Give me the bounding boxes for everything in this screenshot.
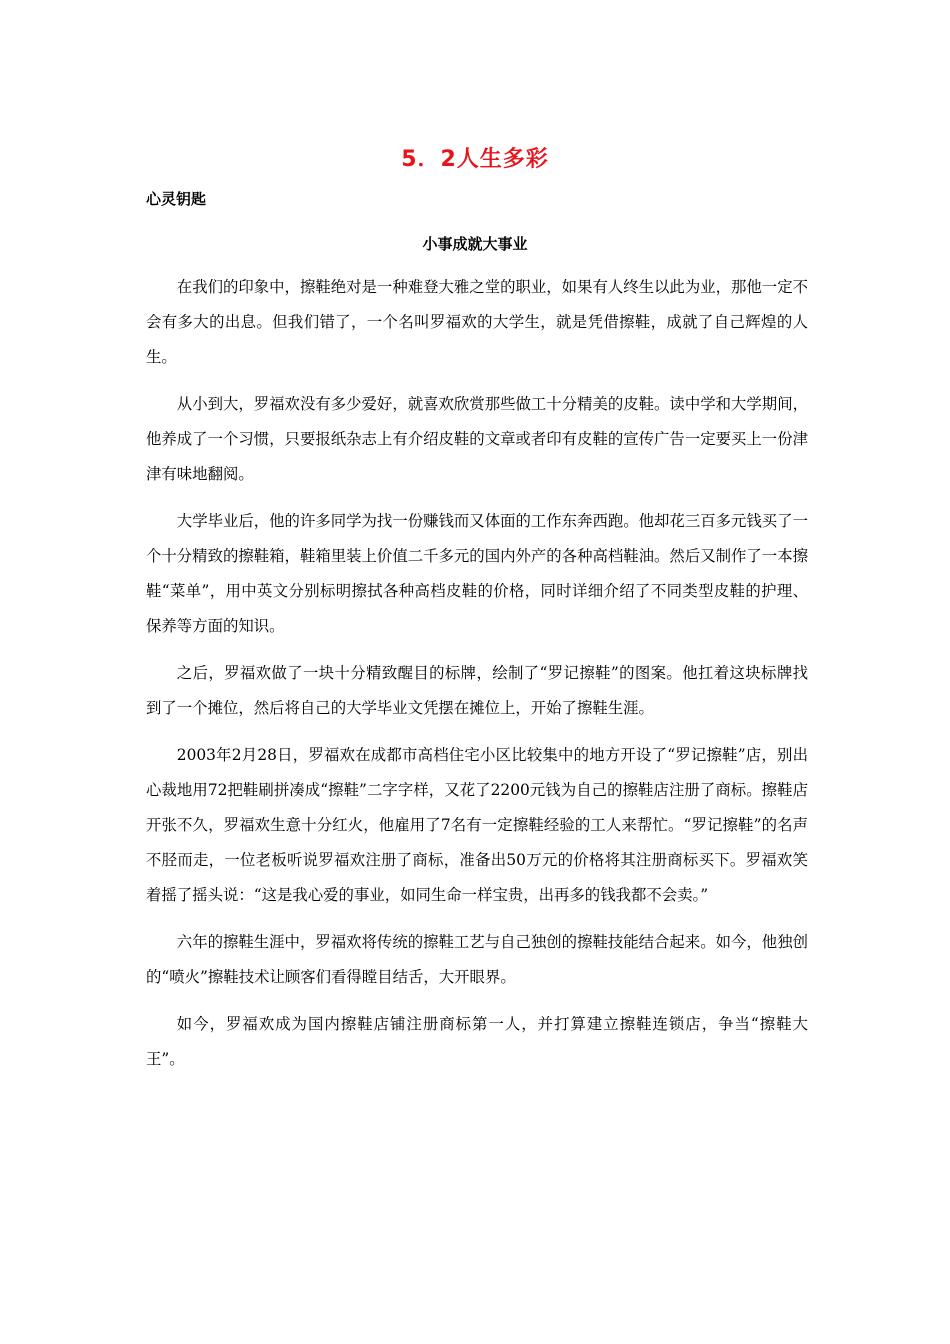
paragraph-3: 大学毕业后，他的许多同学为找一份赚钱而又体面的工作东奔西跑。他却花三百多元钱买了一个十分精致的擦鞋箱，鞋箱里装上价值二千多元的国内外产的各种高档鞋油。然后又制作了一本擦鞋“菜单”，用中英文分别标明擦拭各种高档皮鞋的价格，同时详细介绍了不同类型皮鞋的护理、保养等方面的知识。 xyxy=(146,512,808,635)
article-body xyxy=(146,270,808,1089)
paragraph-4: 之后，罗福欢做了一块十分精致醒目的标牌，绘制了“罗记擦鞋”的图案。他扛着这块标牌找到了一个摊位，然后将自己的大学毕业文凭摆在摊位上，开始了擦鞋生涯。 xyxy=(146,664,808,717)
paragraph-1: 在我们的印象中，擦鞋绝对是一种难登大雅之堂的职业，如果有人终生以此为业，那他一定不会有多大的出息。但我们错了，一个名叫罗福欢的大学生，就是凭借擦鞋，成就了自己辉煌的人生。 xyxy=(146,278,808,366)
paragraph-2: 从小到大，罗福欢没有多少爱好，就喜欢欣赏那些做工十分精美的皮鞋。读中学和大学期间，他养成了一个习惯，只要报纸杂志上有介绍皮鞋的文章或者印有皮鞋的宣传广告一定要买上一份津津有味地翻阅。 xyxy=(146,395,808,483)
article-title: 小事成就大事业 xyxy=(422,235,528,253)
section-label: 心灵钥匙 xyxy=(146,190,207,208)
document-title: 5．2人生多彩 xyxy=(401,147,549,172)
paragraph-6: 六年的擦鞋生涯中，罗福欢将传统的擦鞋工艺与自己独创的擦鞋技能结合起来。如今，他独创的“喷火”擦鞋技术让顾客们看得瞠目结舌，大开眼界。 xyxy=(146,933,808,986)
paragraph-7: 如今，罗福欢成为国内擦鞋店铺注册商标第一人，并打算建立擦鞋连锁店，争当“擦鞋大王”。 xyxy=(146,1015,808,1068)
paragraph-5: 2003年2月28日，罗福欢在成都市高档住宅小区比较集中的地方开设了“罗记擦鞋”店，别出心裁地用72把鞋刷拼凑成“擦鞋”二字字样，又花了2200元钱为自己的擦鞋店注册了商标。擦鞋店开张不久，罗福欢生意十分红火，他雇用了7名有一定擦鞋经验的工人来帮忙。“罗记擦鞋”的名声不胫而走，一位老板听说罗福欢注册了商标，准备出50万元的价格将其注册商标买下。罗福欢笑着摇了摇头说：“这是我心爱的事业，如同生命一样宝贵，出再多的钱我都不会卖。” xyxy=(146,746,808,904)
